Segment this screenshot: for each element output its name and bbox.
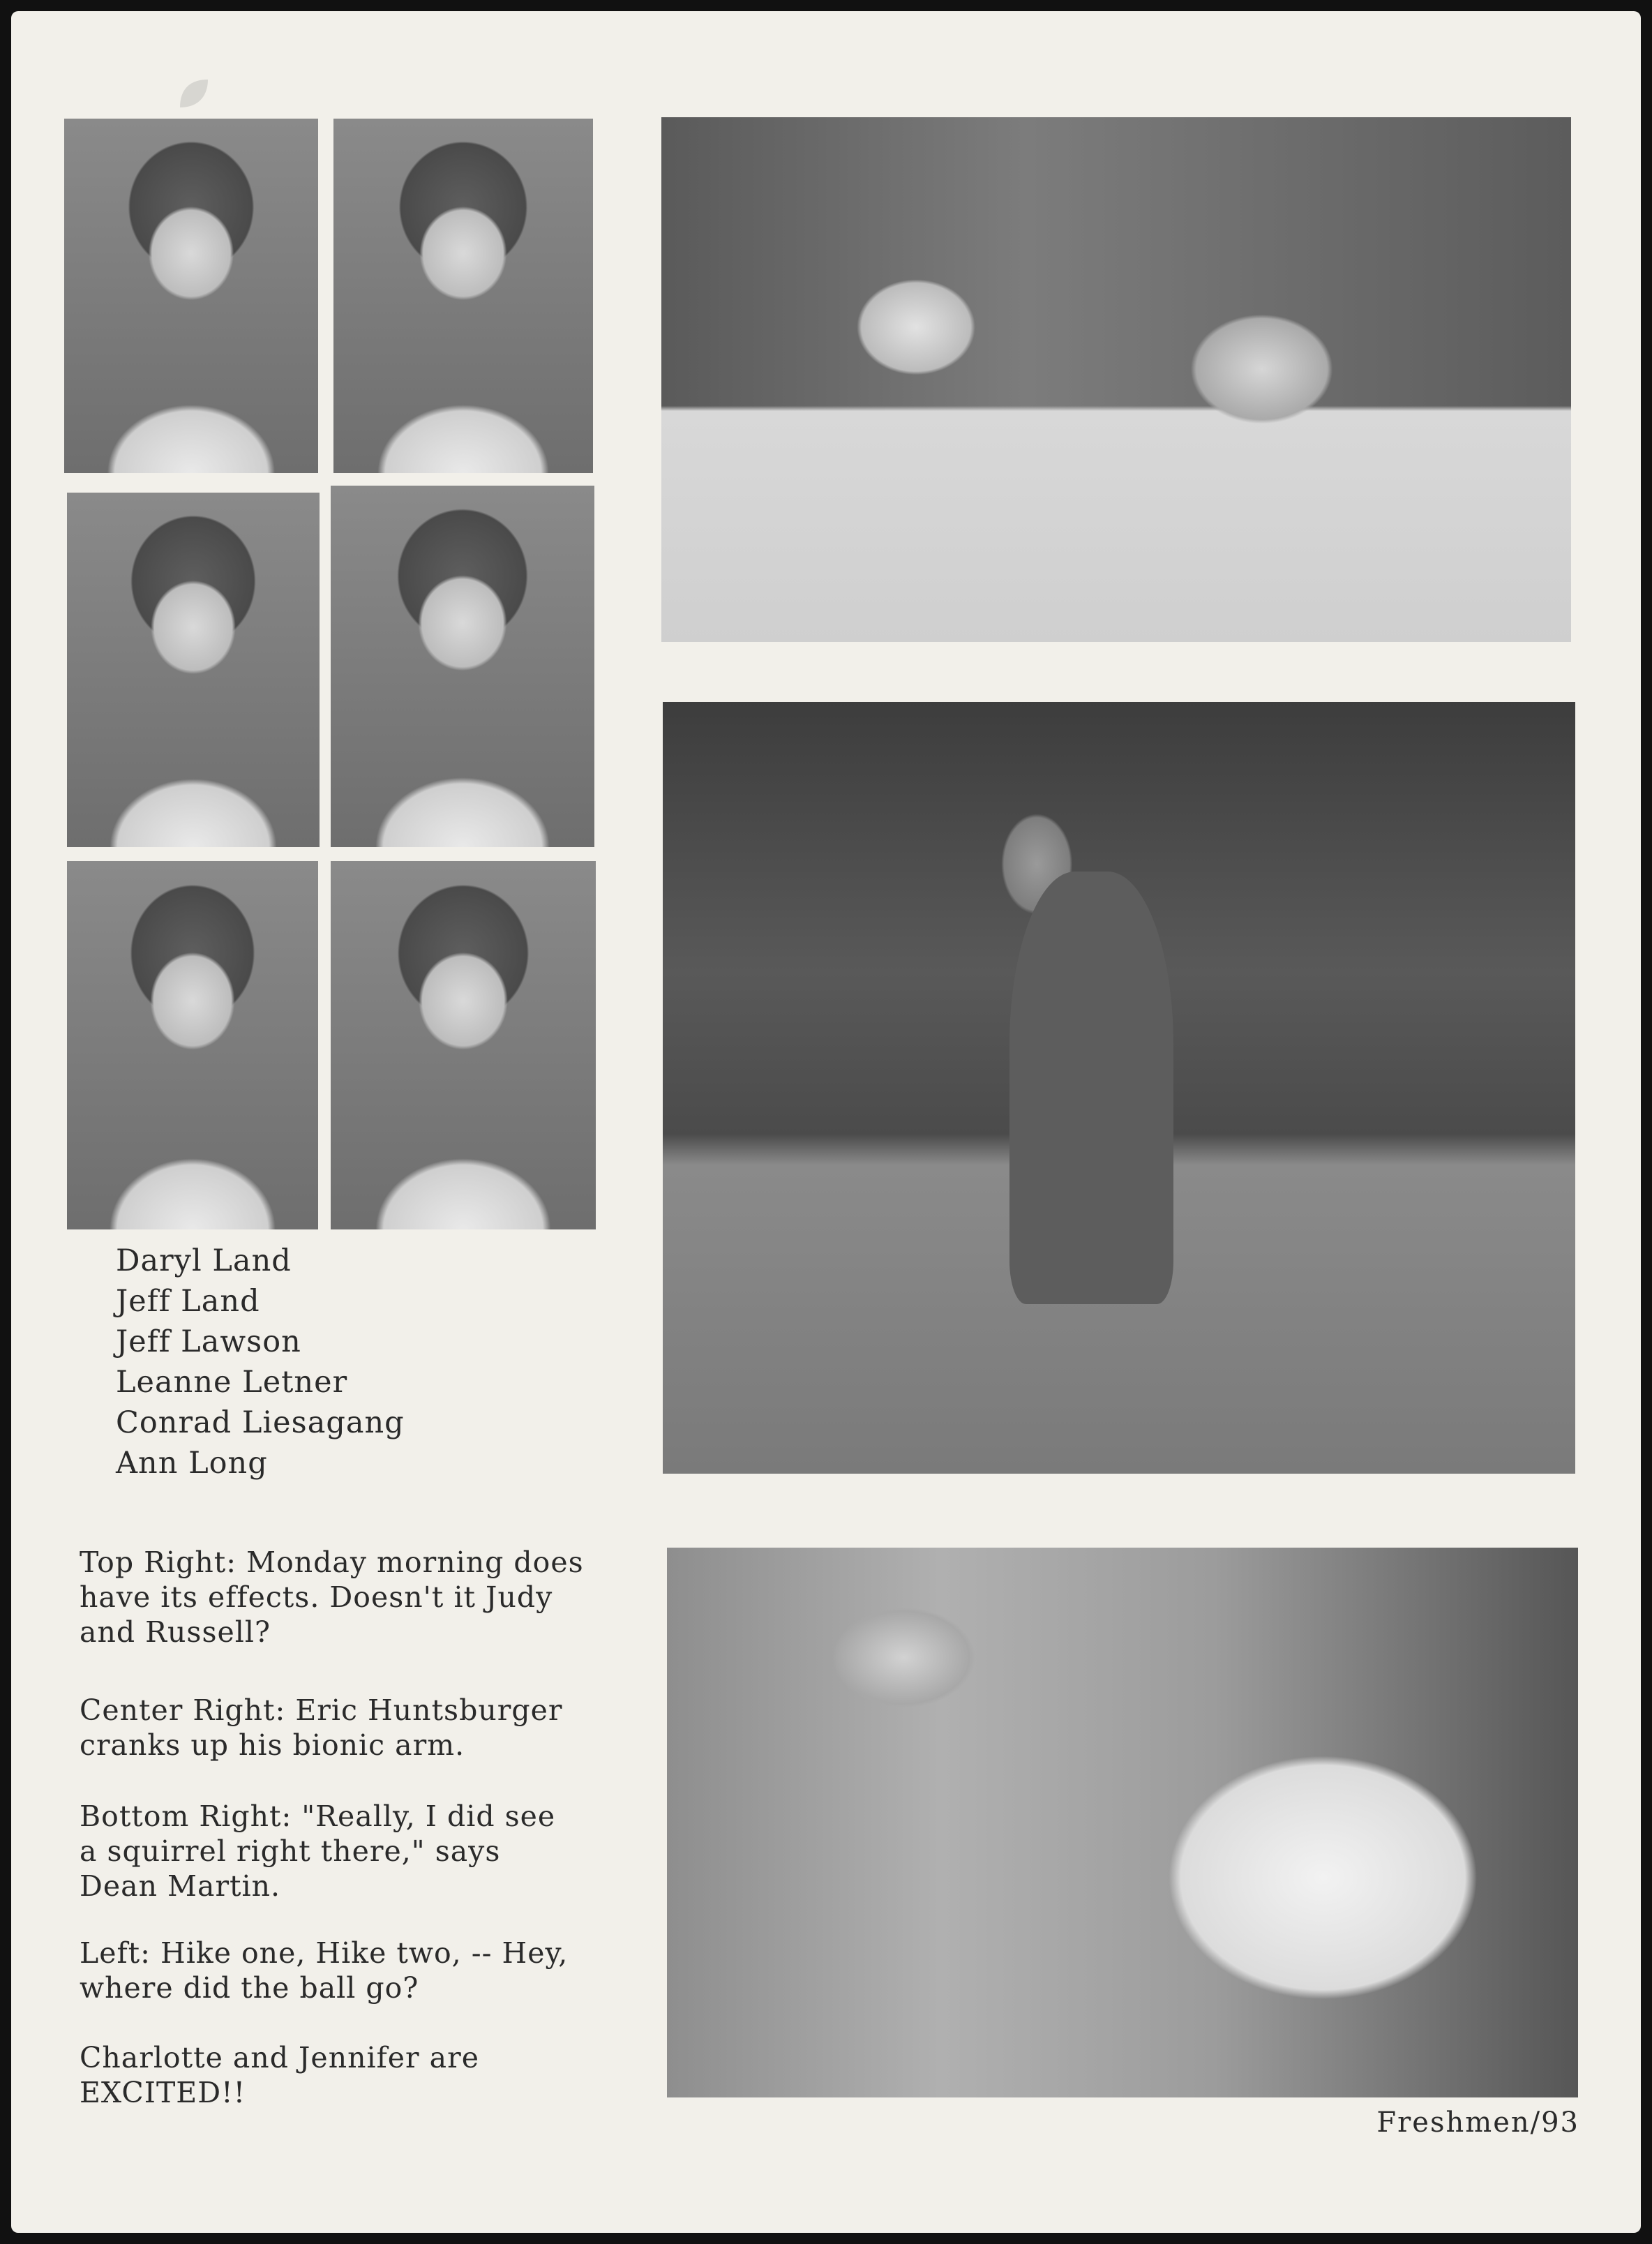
- hallway-locker-photo: [667, 1548, 1578, 2097]
- portrait-daryl-land: [64, 119, 318, 473]
- portrait-jeff-lawson: [67, 493, 320, 847]
- name-item: Conrad Liesagang: [116, 1405, 405, 1440]
- page-footer: Freshmen/93: [1376, 2107, 1579, 2139]
- portrait-conrad-liesagang: [67, 861, 318, 1229]
- outdoor-throw-photo: [663, 702, 1575, 1474]
- portrait-jeff-land: [333, 119, 593, 473]
- name-item: Leanne Letner: [116, 1365, 348, 1400]
- name-item: Ann Long: [116, 1446, 268, 1481]
- name-item: Jeff Lawson: [116, 1324, 301, 1359]
- portrait-leanne-letner: [331, 486, 594, 847]
- yearbook-page: [11, 11, 1641, 2233]
- caption-charlotte-jennifer: Charlotte and Jennifer are EXCITED!!: [80, 2041, 479, 2109]
- name-item: Daryl Land: [116, 1243, 292, 1278]
- portrait-ann-long: [331, 861, 596, 1229]
- freshmen-names-list: [116, 1241, 405, 1483]
- name-item: Jeff Land: [116, 1284, 260, 1319]
- caption-center-right: Center Right: Eric Huntsburger cranks up his bionic arm.: [80, 1693, 563, 1762]
- caption-left: Left: Hike one, Hike two, -- Hey, where did the ball go?: [80, 1936, 569, 2005]
- caption-bottom-right: Bottom Right: "Really, I did see a squirrel right there," says Dean Martin.: [80, 1800, 556, 1903]
- leaf-icon: [176, 75, 212, 112]
- classroom-photo: [661, 117, 1571, 642]
- caption-top-right: Top Right: Monday morning does have its effects. Doesn't it Judy and Russell?: [80, 1546, 584, 1649]
